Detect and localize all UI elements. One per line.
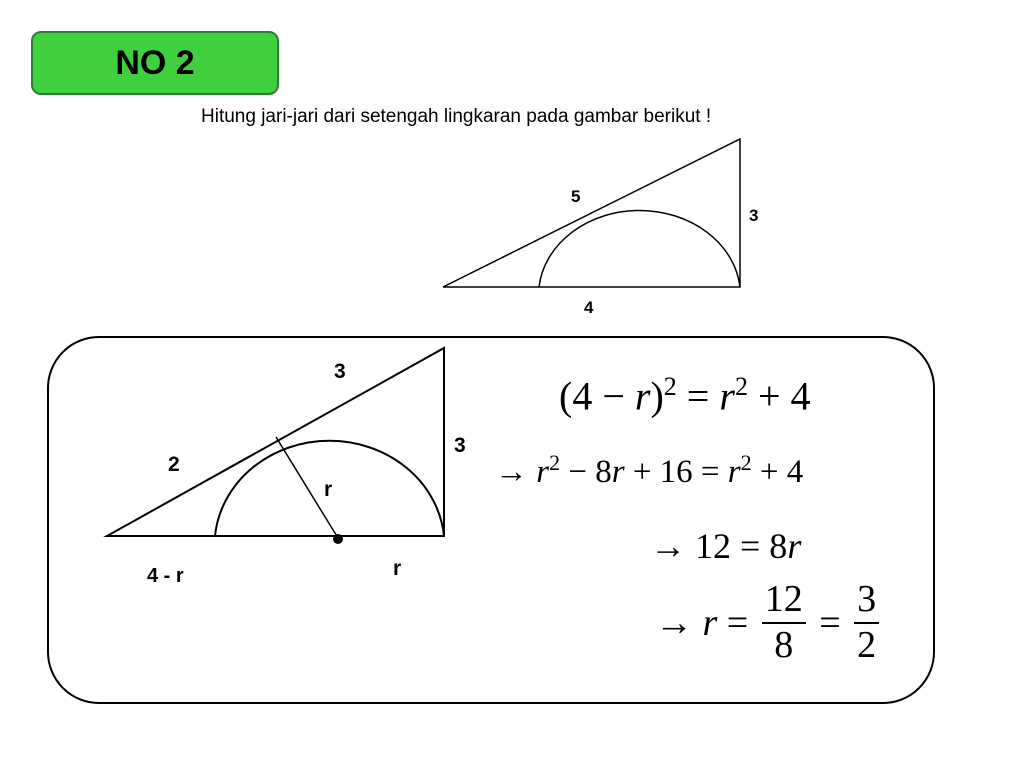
eq4-var: r xyxy=(702,601,718,644)
frac1-numerator: 12 xyxy=(762,580,806,624)
solution-radius-label: r xyxy=(324,478,333,501)
eq1-equals: = xyxy=(676,373,720,419)
badge-label: NO 2 xyxy=(115,43,195,82)
question-text: Hitung jari-jari dari setengah lingkaran pada gambar berikut ! xyxy=(201,106,712,127)
eq1-rhs-exp: 2 xyxy=(734,372,748,401)
equation-2 xyxy=(495,452,803,489)
solution-upper-hyp-label: 3 xyxy=(334,360,346,383)
eq2-mid2: + 16 = xyxy=(624,454,728,490)
eq1-rhs-rest: + 4 xyxy=(747,373,811,419)
eq1-rhs-var: r xyxy=(719,373,735,419)
eq4-equals2: = xyxy=(809,601,851,644)
eq1-lhs-open: (4 − xyxy=(559,373,635,419)
eq2-var2: r xyxy=(611,454,625,490)
problem-vertical-label: 3 xyxy=(749,206,759,225)
center-point xyxy=(333,534,343,544)
eq2-exp3: 2 xyxy=(740,450,752,475)
eq3-arrow: → xyxy=(650,526,695,566)
solution-lower-hyp-label: 2 xyxy=(168,453,180,476)
eq1-lhs-close: ) xyxy=(650,373,664,419)
eq2-mid1: − 8 xyxy=(560,454,612,490)
eq1-lhs-var: r xyxy=(634,373,651,419)
equation-4 xyxy=(655,580,883,666)
fraction-12-over-8 xyxy=(762,580,806,666)
solution-triangle xyxy=(107,348,444,536)
eq3-var: r xyxy=(787,526,802,566)
eq2-var1: r xyxy=(536,454,550,490)
eq1-lhs-exp: 2 xyxy=(663,372,677,401)
eq2-exp1: 2 xyxy=(549,450,561,475)
frac2-numerator: 3 xyxy=(854,580,879,624)
solution-vertical-label: 3 xyxy=(454,434,466,457)
frac1-denominator: 8 xyxy=(774,623,794,666)
solution-base-left-label: 4 - r xyxy=(147,565,184,587)
equation-1 xyxy=(559,372,811,419)
solution-base-right-label: r xyxy=(393,557,402,580)
problem-base-label: 4 xyxy=(584,298,594,317)
eq3-text: 12 = 8 xyxy=(695,526,788,566)
problem-hypotenuse-label: 5 xyxy=(571,187,581,206)
equation-3 xyxy=(650,528,801,564)
frac2-denominator: 2 xyxy=(857,623,877,666)
eq2-arrow: → xyxy=(495,454,537,490)
eq2-tail: + 4 xyxy=(751,454,804,490)
eq4-arrow: → xyxy=(655,601,703,644)
eq2-var3: r xyxy=(727,454,741,490)
eq4-equals1: = xyxy=(717,601,758,644)
fraction-3-over-2 xyxy=(854,580,879,666)
